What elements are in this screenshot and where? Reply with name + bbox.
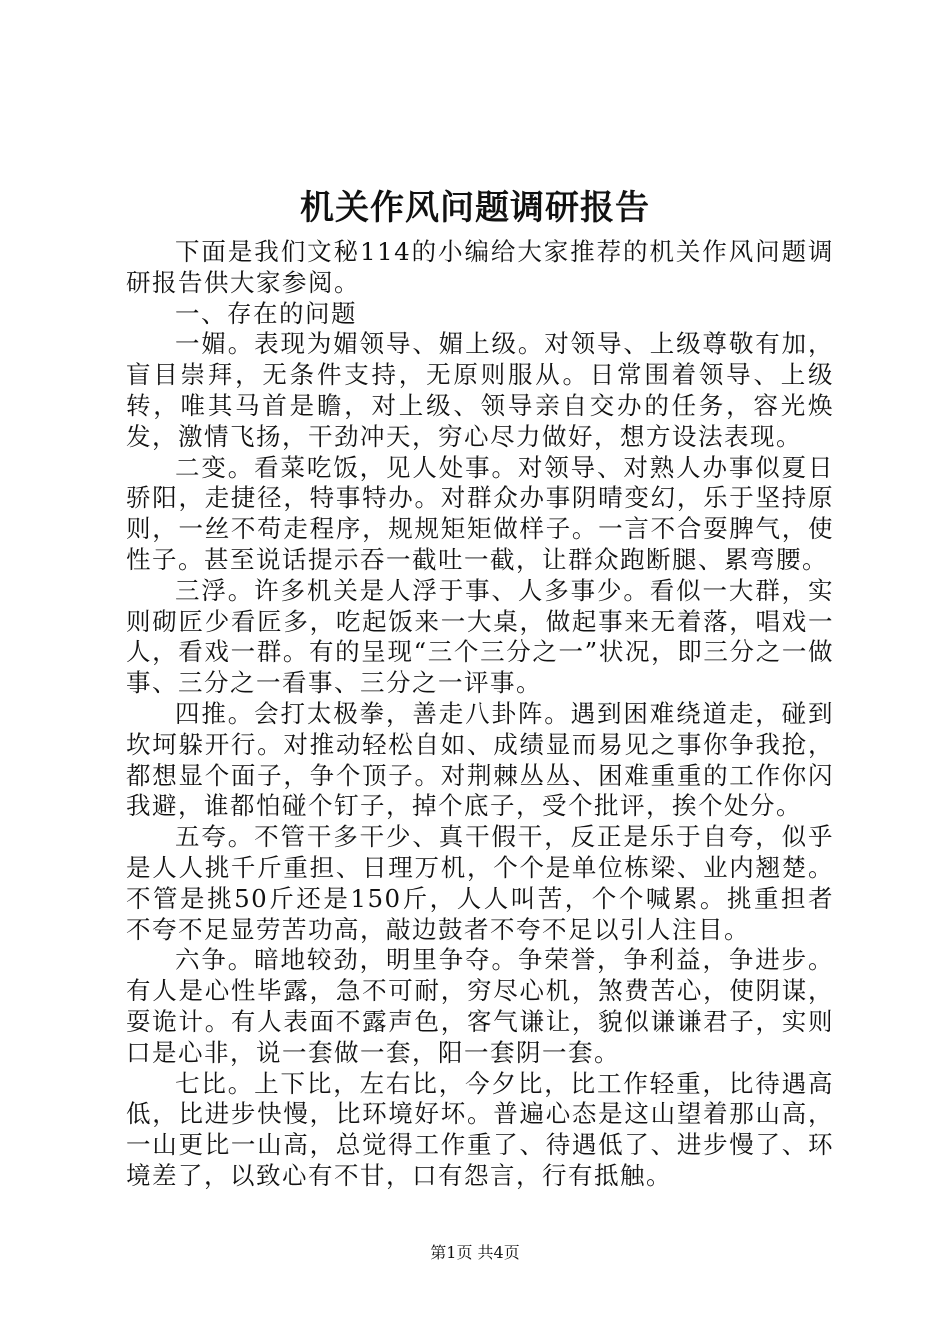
paragraph-change: 二变。看菜吃饭，见人处事。对领导、对熟人办事似夏日骄阳，走捷径，特事特办。对群众办事阴晴变幻，乐于坚持原则，一丝不苟走程序，规规矩矩做样子。一言不合耍脾气，使性子。甚至说话提示吞一截吐一截，让群众跑断腿、累弯腰。: [126, 452, 834, 574]
document-body: [126, 237, 834, 1192]
paragraph-flattery: 一媚。表现为媚领导、媚上级。对领导、上级尊敬有加，盲目崇拜，无条件支持，无原则服从。日常围着领导、上级转，唯其马首是瞻，对上级、领导亲自交办的任务，容光焕发，激情飞扬，干劲冲天，穷心尽力做好，想方设法表现。: [126, 329, 834, 451]
section-heading: 一、存在的问题: [175, 298, 357, 328]
paragraph-boast: 五夸。不管干多干少、真干假干，反正是乐于自夸，似乎是人人挑千斤重担、日理万机，个个是单位栋梁、业内翘楚。不管是挑50斤还是150斤，人人叫苦，个个喊累。挑重担者不夸不足显劳苦功高，敲边鼓者不夸不足以引人注目。: [126, 822, 834, 944]
paragraph-compete: 六争。暗地较劲，明里争夺。争荣誉，争利益，争进步。有人是心性毕露，急不可耐，穷尽心机，煞费苦心，使阴谋，耍诡计。有人表面不露声色，客气谦让，貌似谦谦君子，实则口是心非，说一套做一套，阳一套阴一套。: [126, 945, 834, 1067]
document-title: 机关作风问题调研报告: [300, 188, 650, 228]
intro-paragraph: 下面是我们文秘114的小编给大家推荐的机关作风问题调研报告供大家参阅。: [126, 237, 834, 297]
page-footer: 第1页 共4页: [430, 1243, 520, 1262]
paragraph-float: 三浮。许多机关是人浮于事、人多事少。看似一大群，实则砌匠少看匠多，吃起饭来一大桌，做起事来无着落，唱戏一人，看戏一群。有的呈现“三个三分之一”状况，即三分之一做事、三分之一看事、三分之一评事。: [126, 575, 834, 698]
paragraph-shirk: 四推。会打太极拳，善走八卦阵。遇到困难绕道走，碰到坎坷躲开行。对推动轻松自如、成绩显而易见之事你争我抢，都想显个面子，争个顶子。对荆棘丛丛、困难重重的工作你闪我避，谁都怕碰个钉子，掉个底子，受个批评，挨个处分。: [126, 698, 834, 821]
paragraph-compare: 七比。上下比，左右比，今夕比，比工作轻重，比待遇高低，比进步快慢，比环境好坏。普遍心态是这山望着那山高，一山更比一山高，总觉得工作重了、待遇低了、进步慢了、环境差了，以致心有不甘，口有怨言，行有抵触。: [126, 1068, 834, 1190]
